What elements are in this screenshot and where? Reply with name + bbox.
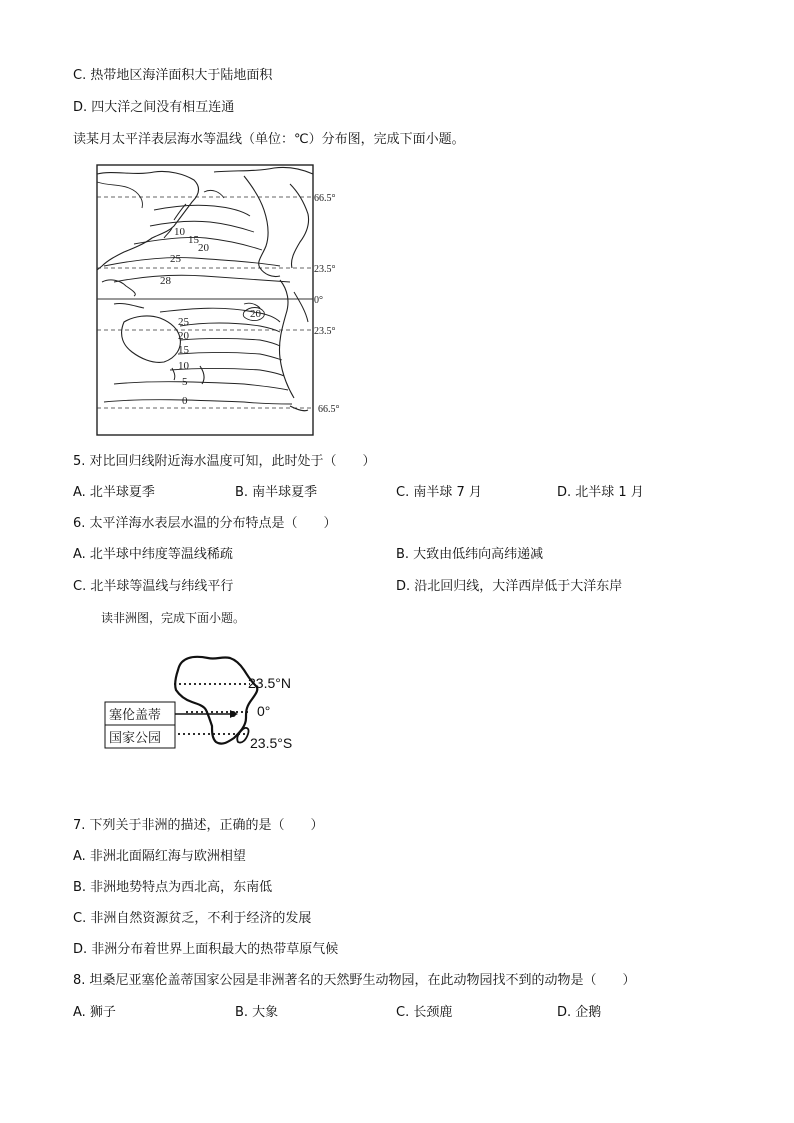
- isotherm-label-n25: 25: [170, 253, 181, 265]
- q7-option-a: A. 非洲北面隔红海与欧洲相望: [73, 849, 246, 864]
- isotherm-label-n10: 10: [174, 226, 185, 238]
- q7-option-c: C. 非洲自然资源贫乏，不利于经济的发展: [73, 911, 312, 926]
- map2-intro: 读非洲图，完成下面小题。: [101, 611, 246, 625]
- lat-label-23-5n: 23.5°N: [248, 675, 291, 691]
- lat-label-23s: 23.5°: [314, 326, 336, 337]
- isotherm-label-n20: 20: [198, 242, 209, 254]
- isotherm-label-s20-loop: 20: [250, 308, 261, 320]
- serengeti-label-line1: 塞伦盖蒂: [109, 707, 162, 722]
- isotherm-label-s15: 15: [178, 344, 189, 356]
- q6-stem: 6. 太平洋海水表层水温的分布特点是（ ）: [73, 516, 337, 531]
- lat-label-equator: 0°: [257, 703, 271, 719]
- isotherm-label-s20: 20: [178, 330, 189, 342]
- q8-option-c: C. 长颈鹿: [396, 1005, 453, 1020]
- africa-map: [100, 650, 340, 760]
- q6-option-c: C. 北半球等温线与纬线平行: [73, 579, 234, 594]
- map1-intro: 读某月太平洋表层海水等温线（单位：℃）分布图，完成下面小题。: [73, 132, 465, 147]
- serengeti-label-line2: 国家公园: [109, 730, 162, 745]
- isotherm-label-s10: 10: [178, 360, 189, 372]
- q5-stem: 5. 对比回归线附近海水温度可知，此时处于（ ）: [73, 454, 376, 469]
- q6-option-b: B. 大致由低纬向高纬递减: [396, 547, 544, 562]
- q4-option-d: D. 四大洋之间没有相互连通: [73, 100, 235, 115]
- lat-label-66n: 66.5°: [314, 193, 336, 204]
- q4-option-c: C. 热带地区海洋面积大于陆地面积: [73, 68, 273, 83]
- q5-option-c: C. 南半球 7 月: [396, 485, 482, 500]
- q7-stem: 7. 下列关于非洲的描述，正确的是（ ）: [73, 818, 324, 833]
- isotherm-label-n15: 15: [188, 234, 199, 246]
- isotherm-label-s0: 0: [182, 395, 188, 407]
- q5-option-d: D. 北半球 1 月: [557, 485, 644, 500]
- q5-option-b: B. 南半球夏季: [235, 485, 318, 500]
- q7-option-d: D. 非洲分布着世界上面积最大的热带草原气候: [73, 942, 339, 957]
- q8-option-d: D. 企鹅: [557, 1005, 602, 1020]
- lat-label-0: 0°: [314, 295, 323, 306]
- q6-option-a: A. 北半球中纬度等温线稀疏: [73, 547, 233, 562]
- isotherm-label-s5: 5: [182, 376, 188, 388]
- lat-label-23n: 23.5°: [314, 264, 336, 275]
- q6-option-d: D. 沿北回归线，大洋西岸低于大洋东岸: [396, 579, 623, 594]
- q5-option-a: A. 北半球夏季: [73, 485, 155, 500]
- pacific-isotherm-map: [94, 162, 356, 440]
- q8-option-a: A. 狮子: [73, 1005, 116, 1020]
- lat-label-23-5s: 23.5°S: [250, 735, 293, 751]
- q8-stem: 8. 坦桑尼亚塞伦盖蒂国家公园是非洲著名的天然野生动物园，在此动物园找不到的动物是（ ）: [73, 973, 636, 988]
- isotherm-label-s25: 25: [178, 316, 189, 328]
- q8-option-b: B. 大象: [235, 1005, 279, 1020]
- q7-option-b: B. 非洲地势特点为西北高，东南低: [73, 880, 273, 895]
- isotherm-label-n28: 28: [160, 275, 171, 287]
- lat-label-66s: 66.5°: [318, 404, 340, 415]
